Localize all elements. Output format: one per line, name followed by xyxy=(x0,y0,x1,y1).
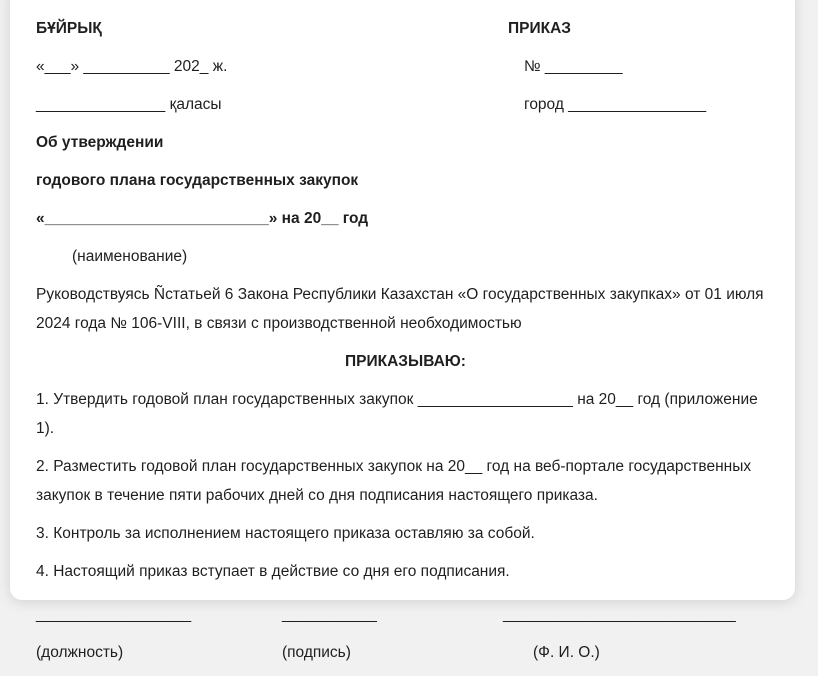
signature-column-fullname xyxy=(503,600,775,676)
order-number-blank-line: № _________ xyxy=(524,58,623,75)
order-item-2: 2. Разместить годовой план государственных закупок на 20__ год на веб-портале государственных закупок в течение пяти рабочих дней со дня подписания настоящего приказа. xyxy=(36,458,752,504)
subject-line-3: «__________________________» на 20__ год xyxy=(36,210,369,227)
signature-blank-position: __________________ xyxy=(36,606,192,623)
order-heading: ПРИКАЗЫВАЮ: xyxy=(345,353,466,370)
header-left-column xyxy=(36,14,508,128)
order-item-4: 4. Настоящий приказ вступает в действие со дня его подписания. xyxy=(36,563,510,580)
signature-block xyxy=(36,600,775,676)
signature-blank-fullname: ___________________________ xyxy=(503,606,736,623)
document-header xyxy=(36,14,775,128)
name-caption: (наименование) xyxy=(72,248,188,265)
signature-label-fullname: (Ф. И. О.) xyxy=(533,644,600,661)
signature-blank-sign: ___________ xyxy=(282,606,377,623)
signature-label-sign: (подпись) xyxy=(282,644,351,661)
signature-column-position xyxy=(36,600,282,676)
order-items xyxy=(36,385,775,586)
city-blank-line-ru: город ________________ xyxy=(524,96,707,113)
signature-column-sign xyxy=(282,600,503,676)
subject-block xyxy=(36,128,775,271)
city-blank-line-kk: _______________ қаласы xyxy=(36,96,222,113)
order-title-ru: ПРИКАЗ xyxy=(508,20,571,37)
order-item-1: 1. Утвердить годовой план государственных закупок __________________ на 20__ год (приложение 1). xyxy=(36,391,758,437)
header-right-column xyxy=(508,14,775,128)
order-item-3: 3. Контроль за исполнением настоящего приказа оставляю за собой. xyxy=(36,525,535,542)
preamble-paragraph: Руководствуясь Ñстатьей 6 Закона Республики Казахстан «О государственных закупках» от 01 июля 2024 года № 106-VIII, в связи с производственной необходимостью xyxy=(36,286,764,332)
date-blank-line: «___» __________ 202_ ж. xyxy=(36,58,228,75)
subject-line-1: Об утверждении xyxy=(36,134,164,151)
signature-label-position: (должность) xyxy=(36,644,124,661)
order-title-kk: БҰЙРЫҚ xyxy=(36,20,102,37)
order-document-page xyxy=(10,0,795,661)
subject-line-2: годового плана государственных закупок xyxy=(36,172,359,189)
